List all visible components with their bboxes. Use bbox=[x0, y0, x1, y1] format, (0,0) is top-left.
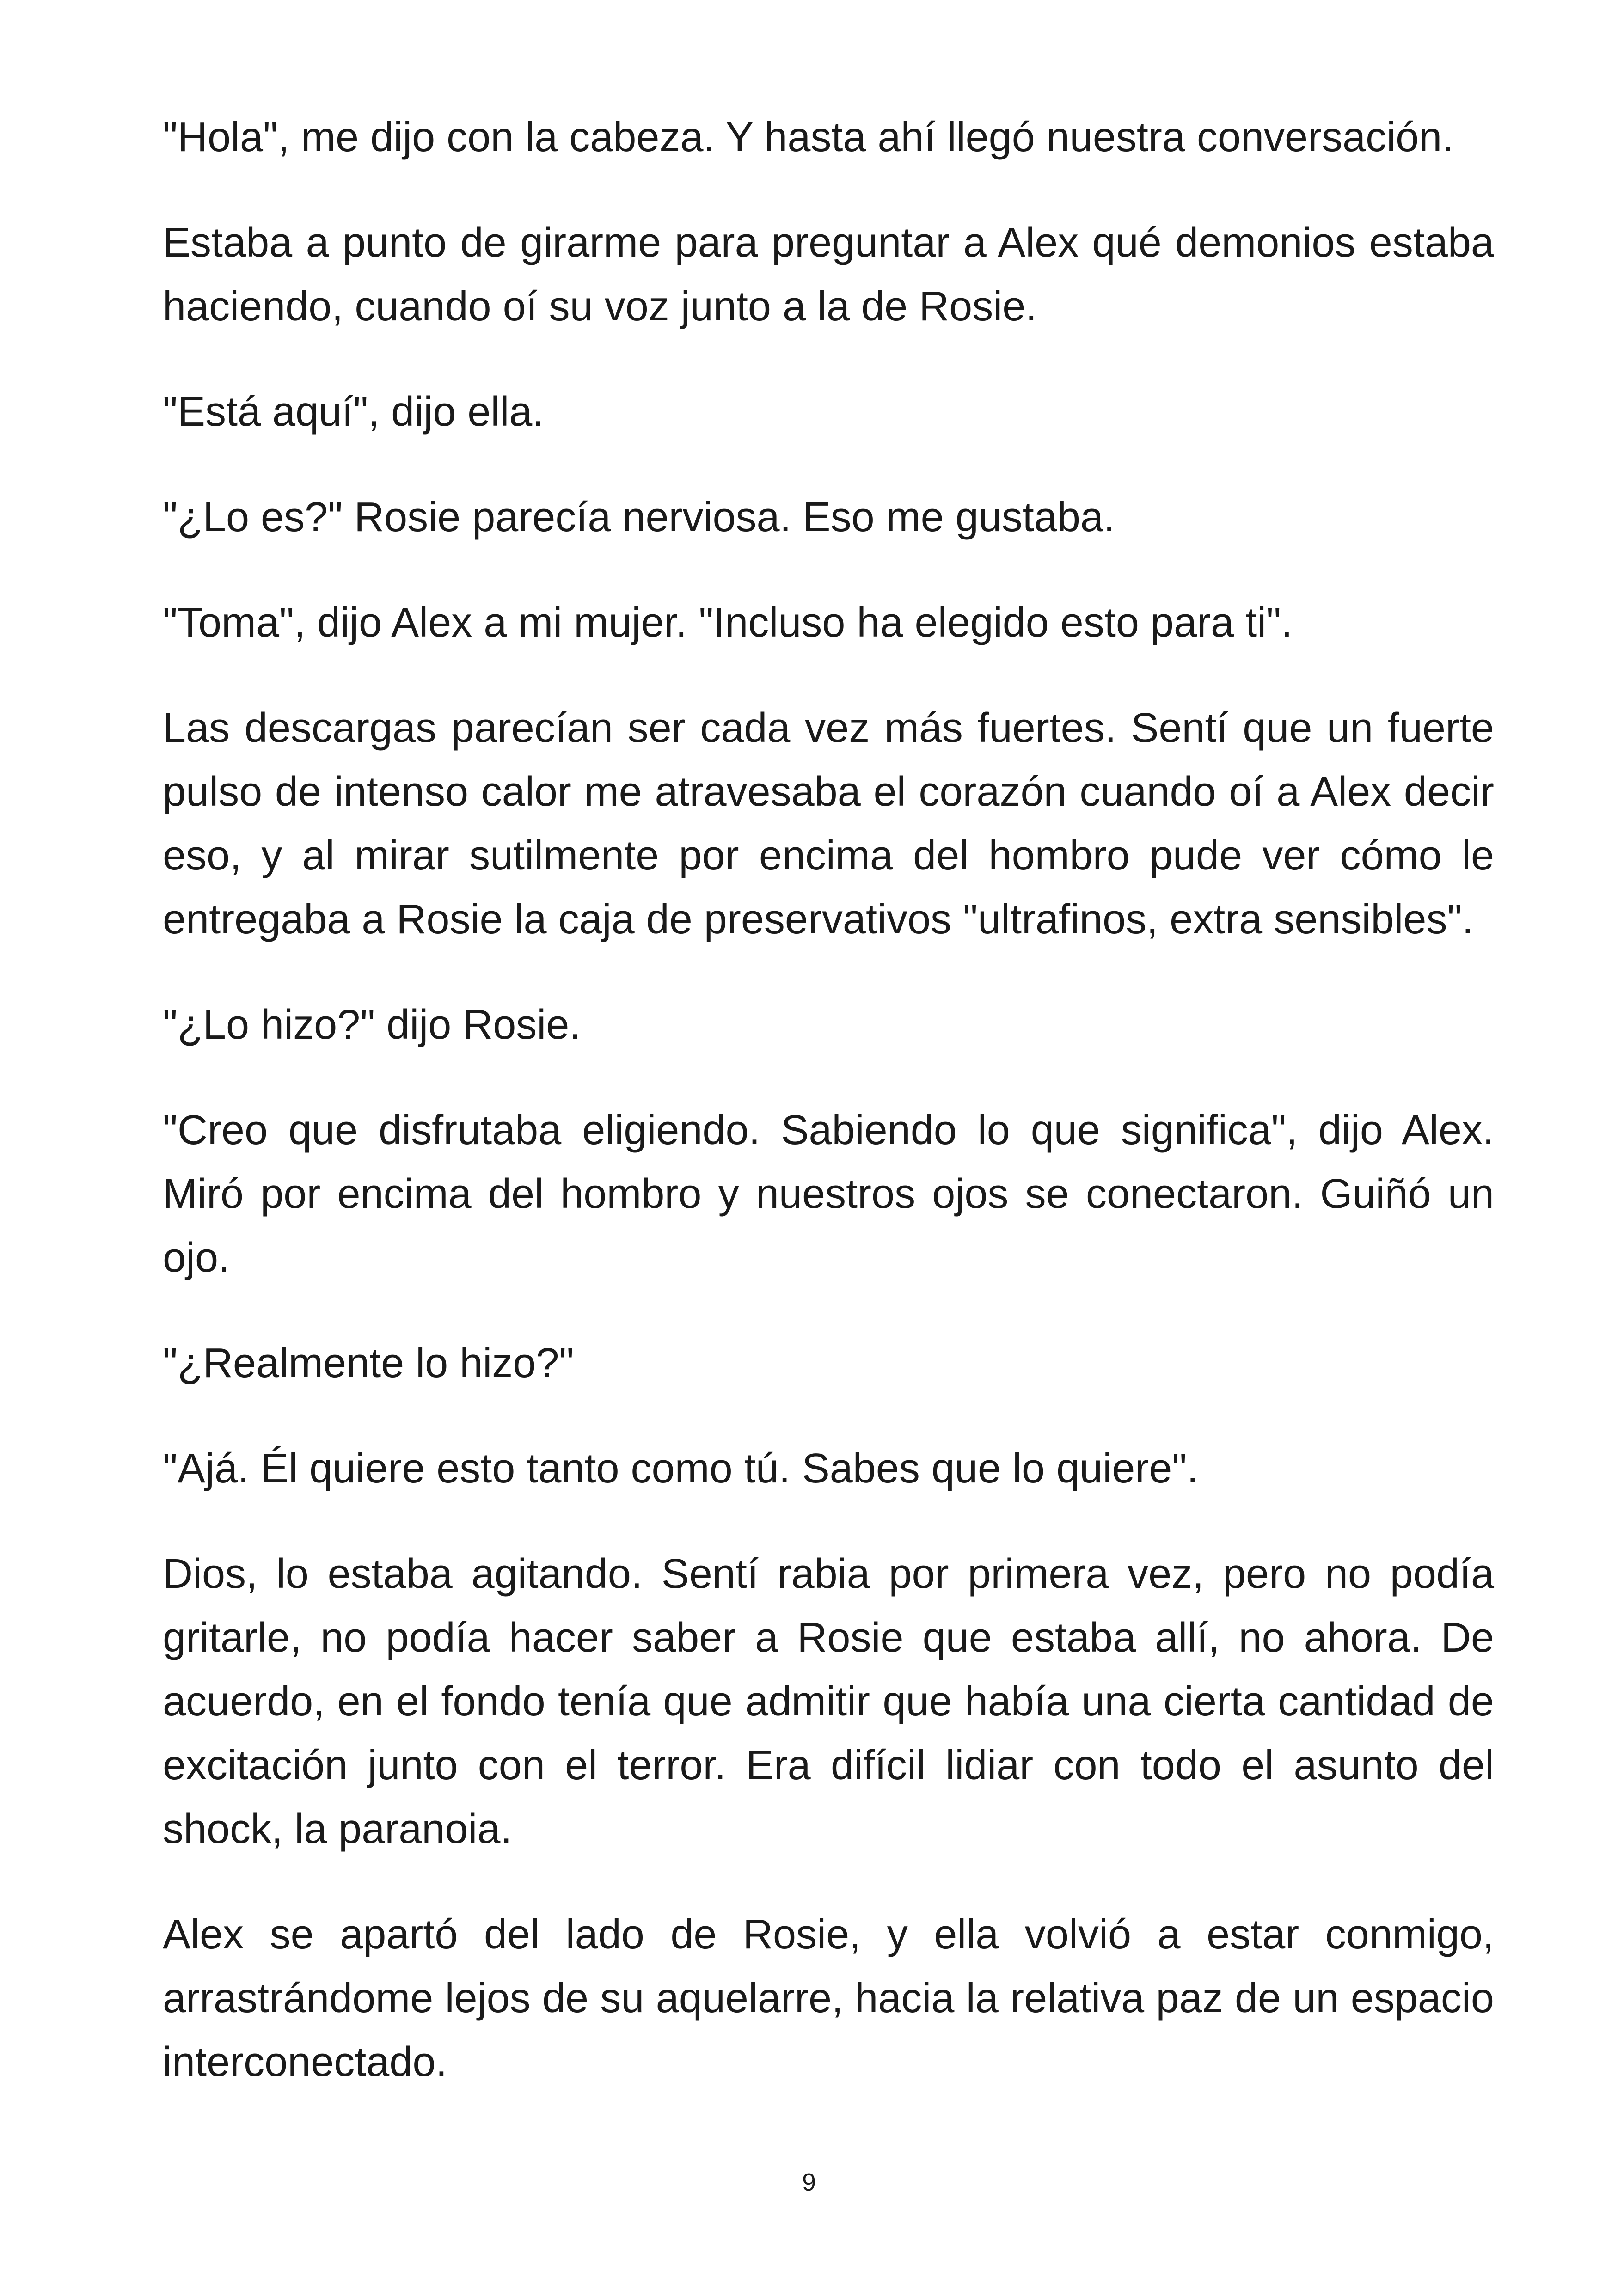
page-number: 9 bbox=[802, 2168, 816, 2196]
paragraph: "Toma", dijo Alex a mi mujer. "Incluso ha elegido esto para ti". bbox=[163, 600, 1293, 646]
paragraph: "¿Lo es?" Rosie parecía nerviosa. Eso me gustaba. bbox=[163, 494, 1115, 540]
paragraph: "Ajá. Él quiere esto tanto como tú. Sabes que lo quiere". bbox=[163, 1445, 1199, 1492]
paragraph: "¿Lo hizo?" dijo Rosie. bbox=[163, 1002, 581, 1048]
paragraph: Estaba a punto de girarme para preguntar a Alex qué demonios estaba haciendo, cuando oí su voz junto a la de Rosie. bbox=[163, 220, 1494, 330]
body-text bbox=[163, 105, 1494, 2136]
paragraph: Dios, lo estaba agitando. Sentí rabia por primera vez, pero no podía gritarle, no podía hacer saber a Rosie que estaba allí, no ahora. De acuerdo, en el fondo tenía que admitir que había una cierta cantidad de excitación junto con el terror. Era difícil lidiar con todo el asunto del shock, la paranoia. bbox=[163, 1551, 1494, 1852]
paragraph: "Está aquí", dijo ella. bbox=[163, 389, 544, 435]
paragraph: "Hola", me dijo con la cabeza. Y hasta ahí llegó nuestra conversación. bbox=[163, 114, 1454, 160]
paragraph: Las descargas parecían ser cada vez más fuertes. Sentí que un fuerte pulso de intenso calor me atravesaba el corazón cuando oí a Alex decir eso, y al mirar sutilmente por encima del hombro pude ver cómo le entregaba a Rosie la caja de preservativos "ultrafinos, extra sensibles". bbox=[163, 705, 1494, 943]
paragraph: Alex se apartó del lado de Rosie, y ella volvió a estar conmigo, arrastrándome lejos de su aquelarre, hacia la relativa paz de un espacio interconectado. bbox=[163, 1911, 1494, 2085]
paragraph: "¿Realmente lo hizo?" bbox=[163, 1340, 574, 1386]
paragraph: "Creo que disfrutaba eligiendo. Sabiendo lo que significa", dijo Alex. Miró por encima del hombro y nuestros ojos se conectaron. Guiñó un ojo. bbox=[163, 1107, 1494, 1281]
